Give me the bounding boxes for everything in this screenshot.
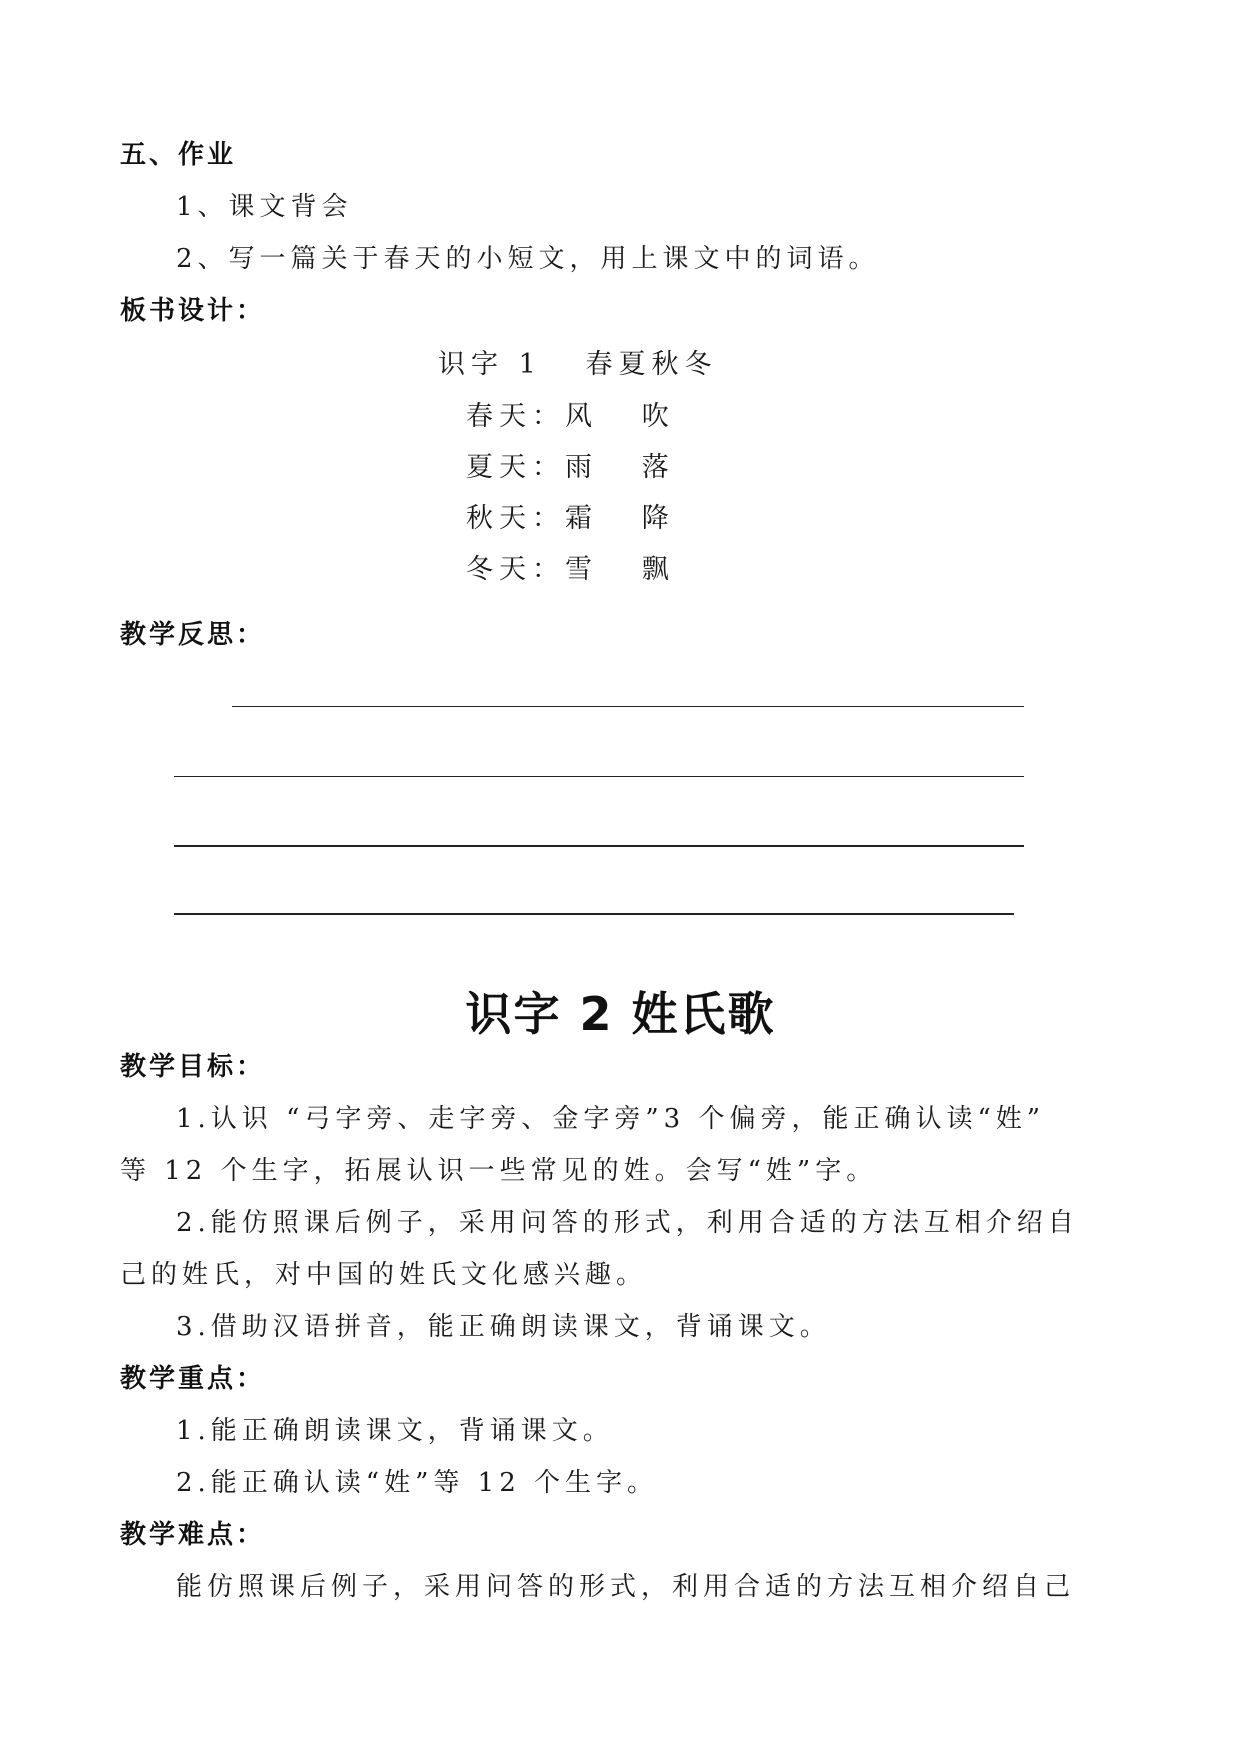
reflection-heading: 教学反思： xyxy=(120,620,266,650)
reflection-blank-line xyxy=(174,845,1024,847)
board-row: 夏天：雨 落 xyxy=(466,452,675,483)
homework-item: 1、课文背会 xyxy=(176,192,353,222)
board-row: 春天：风 吹 xyxy=(466,401,675,432)
difficult-point-line: 能仿照课后例子，采用问答的形式，利用合适的方法互相介绍自己 xyxy=(176,1572,1076,1602)
board-design-heading: 板书设计： xyxy=(120,296,266,326)
difficult-points-heading: 教学难点： xyxy=(120,1520,266,1550)
goal-line: 等 12 个生字，拓展认识一些常见的姓。会写“姓”字。 xyxy=(120,1156,878,1186)
board-title: 识字 1 春夏秋冬 xyxy=(438,349,718,380)
goals-heading: 教学目标： xyxy=(120,1052,266,1082)
goal-line: 3.借助汉语拼音，能正确朗读课文，背诵课文。 xyxy=(176,1312,831,1342)
goal-line: 1.认识 “弓字旁、走字旁、金字旁”3 个偏旁，能正确认读“姓” xyxy=(176,1104,1046,1134)
reflection-blank-line xyxy=(174,776,1024,777)
board-row: 秋天：霜 降 xyxy=(466,503,675,534)
key-point-line: 2.能正确认读“姓”等 12 个生字。 xyxy=(176,1468,659,1498)
homework-item: 2、写一篇关于春天的小短文，用上课文中的词语。 xyxy=(176,244,880,274)
lesson-title: 识字 2 姓氏歌 xyxy=(465,987,776,1041)
key-point-line: 1.能正确朗读课文，背诵课文。 xyxy=(176,1416,614,1446)
reflection-blank-line xyxy=(174,913,1014,915)
goal-line: 2.能仿照课后例子，采用问答的形式，利用合适的方法互相介绍自 xyxy=(176,1208,1079,1238)
key-points-heading: 教学重点： xyxy=(120,1364,266,1394)
board-row: 冬天：雪 飘 xyxy=(466,554,675,585)
homework-heading: 五、作业 xyxy=(120,140,237,170)
goal-line: 己的姓氏，对中国的姓氏文化感兴趣。 xyxy=(120,1260,648,1290)
reflection-blank-line xyxy=(232,706,1024,707)
